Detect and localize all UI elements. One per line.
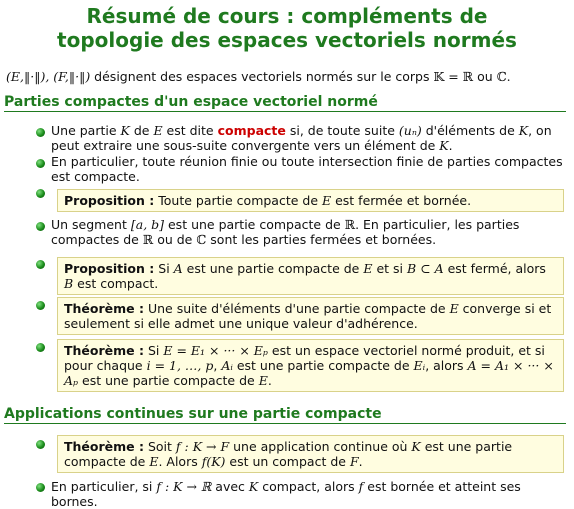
bullet-icon xyxy=(36,159,45,168)
box-label: Théorème : xyxy=(64,301,144,316)
text: est compact. xyxy=(73,276,159,291)
math: f : K → ℝ xyxy=(156,479,212,494)
section-heading-compact: Parties compactes d'un espace vectoriel normé xyxy=(4,94,566,112)
math: B xyxy=(64,276,74,291)
bullet-icon xyxy=(36,301,45,310)
text: est fermé, alors xyxy=(443,261,546,276)
text: est une partie compacte de xyxy=(232,358,414,373)
text: est une partie compacte de xyxy=(182,261,364,276)
text: Une partie xyxy=(51,123,121,138)
list-item: En particulier, toute réunion finie ou toute intersection finie de parties compactes est compacte. xyxy=(51,154,563,184)
math: ℝ xyxy=(344,217,356,232)
bullet-icon xyxy=(36,222,45,231)
math: ℂ xyxy=(196,232,207,247)
text: , alors xyxy=(425,358,468,373)
proposition-box xyxy=(57,189,564,212)
math: K xyxy=(518,123,529,138)
math: Eᵢ xyxy=(413,358,426,373)
math: E xyxy=(153,123,163,138)
theorem-box xyxy=(57,435,564,473)
text: est dite xyxy=(162,123,218,138)
math: K xyxy=(248,479,259,494)
intro-text-body: désignent des espaces vectoriels normés sur le corps xyxy=(90,69,434,84)
section-heading-continuous: Applications continues sur une partie compacte xyxy=(4,406,566,424)
keyword-compacte: compacte xyxy=(217,123,286,138)
list-item xyxy=(51,479,564,509)
text: Si xyxy=(144,343,164,358)
text: Soit xyxy=(144,439,176,454)
text: est fermée et bornée. xyxy=(331,193,472,208)
theorem-box xyxy=(57,297,564,335)
text: d'éléments de xyxy=(421,123,519,138)
math: (uₙ) xyxy=(398,123,422,138)
math: f : K → F xyxy=(175,439,230,454)
text: . xyxy=(358,454,363,469)
math: B ⊂ A xyxy=(406,261,444,276)
math: E xyxy=(363,261,373,276)
math: f(K) xyxy=(201,454,226,469)
text: Si xyxy=(154,261,174,276)
text: . En particulier, les parties compactes de xyxy=(51,217,520,247)
box-label: Proposition : xyxy=(64,261,155,276)
text: compact, alors xyxy=(258,479,359,494)
box-label: Proposition : xyxy=(64,193,155,208)
intro-field: 𝕂 = ℝ xyxy=(433,69,474,84)
text: . xyxy=(448,138,453,153)
text: converge si et seulement si elle admet une unique valeur d'adhérence. xyxy=(64,301,552,331)
math: i = 1, …, p xyxy=(146,358,214,373)
text: ou de xyxy=(153,232,197,247)
text: une application continue où xyxy=(229,439,412,454)
text: avec xyxy=(211,479,249,494)
text: est une partie compacte de xyxy=(64,439,513,469)
math: E xyxy=(449,301,459,316)
text: En particulier, si xyxy=(51,479,157,494)
box-label: Théorème : xyxy=(64,343,144,358)
box-label: Théorème : xyxy=(64,439,144,454)
math: A xyxy=(173,261,183,276)
text: Une suite d'éléments d'une partie compacte de xyxy=(144,301,450,316)
math: E = E₁ × ··· × Eₚ xyxy=(163,343,268,358)
math: f xyxy=(358,479,364,494)
math: E xyxy=(258,373,268,388)
text: est un espace vectoriel normé produit, et si pour chaque xyxy=(64,343,545,373)
bullet-icon xyxy=(36,343,45,352)
theorem-box xyxy=(57,339,564,392)
math: E xyxy=(149,454,159,469)
math: A = A₁ × ··· × Aₚ xyxy=(64,358,554,388)
math: F xyxy=(349,454,359,469)
proposition-box xyxy=(57,257,564,295)
math: K xyxy=(120,123,130,138)
bullet-icon xyxy=(36,189,45,198)
math: K xyxy=(439,138,449,153)
text: est une partie compacte de xyxy=(78,373,259,388)
text: est un compact de xyxy=(225,454,350,469)
text: . Alors xyxy=(158,454,202,469)
intro-c: ℂ. xyxy=(496,69,511,84)
list-item xyxy=(51,217,564,247)
text: si, de toute suite xyxy=(285,123,399,138)
text: est une partie compacte de xyxy=(164,217,345,232)
text: . xyxy=(267,373,272,388)
text: , on peut extraire une sous-suite convergente vers un élément de xyxy=(51,123,552,153)
text: Toute partie compacte de xyxy=(154,193,322,208)
text: sont les parties fermées et bornées. xyxy=(206,232,437,247)
bullet-icon xyxy=(36,440,45,449)
text: et si xyxy=(372,261,407,276)
bullet-icon xyxy=(36,128,45,137)
text: Un segment xyxy=(51,217,131,232)
math: K xyxy=(411,439,421,454)
bullet-icon xyxy=(36,483,45,492)
text: de xyxy=(129,123,154,138)
definition-compact xyxy=(51,123,564,153)
intro-or: ou xyxy=(473,69,497,84)
intro-pair: (E,‖·‖), (F,‖·‖) xyxy=(6,69,91,84)
math: Aᵢ xyxy=(221,358,233,373)
page-title: Résumé de cours : compléments de topologie des espaces vectoriels normés xyxy=(57,4,517,52)
math: [a, b] xyxy=(130,217,165,232)
intro-text xyxy=(6,68,568,86)
math: ℝ xyxy=(142,232,154,247)
bullet-icon xyxy=(36,260,45,269)
text: est bornée et atteint ses bornes. xyxy=(51,479,521,509)
math: E xyxy=(322,193,332,208)
text: , xyxy=(213,358,222,373)
